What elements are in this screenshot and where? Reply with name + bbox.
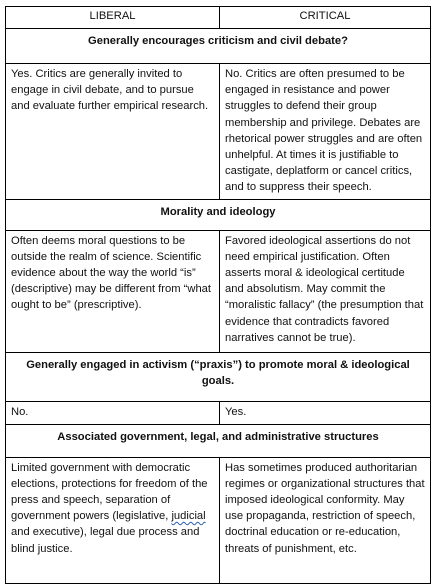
section-heading-criticism-debate: Generally encourages criticism and civil debate?: [6, 29, 431, 64]
liberal-text-before: Limited government with democratic elections, protections for freedom of the press and speech, separation of government powers (legislative,: [11, 461, 208, 523]
critical-cell-activism: Yes.: [220, 401, 431, 424]
table-row: [6, 230, 431, 352]
liberal-text-after: and executive), legal due process and blind justice.: [11, 526, 200, 555]
liberal-cell-criticism-debate: Yes. Critics are generally invited to engage in civil debate, and to pursue and evaluate further empirical research.: [6, 64, 220, 200]
section-heading-activism: Generally engaged in activism (“praxis”) to promote moral & ideological goals.: [6, 352, 431, 401]
section-heading-row: [6, 29, 431, 64]
section-heading-row: [6, 352, 431, 401]
section-heading-row: [6, 424, 431, 457]
liberal-cell-morality-ideology: Often deems moral questions to be outside the realm of science. Scientific evidence about the way the world “is” (descriptive) may be different from “what ought to be” (prescriptive).: [6, 230, 220, 352]
liberal-cell-government-structures: [6, 457, 220, 583]
liberal-cell-activism: No.: [6, 401, 220, 424]
table-row: [6, 64, 431, 200]
section-heading-government-structures: Associated government, legal, and administrative structures: [6, 424, 431, 457]
header-row: [6, 7, 431, 29]
critical-cell-morality-ideology: Favored ideological assertions do not need empirical justification. Often asserts moral & ideological certitude and absolutism. May commit the “moralistic fallacy” (the presumption that evidence that contradicts favored narratives cannot be true).: [220, 230, 431, 352]
critical-cell-criticism-debate: No. Critics are often presumed to be engaged in resistance and power struggles to defend their group membership and privilege. Debates are rhetorical power struggles and are often unhelpful. At times it is justifiable to castigate, deplatform or cancel critics, and to suppress their speech.: [220, 64, 431, 200]
spellcheck-flagged-word: judicial: [171, 510, 206, 523]
table-row: [6, 457, 431, 583]
table-row: [6, 401, 431, 424]
comparison-table: [5, 6, 431, 584]
critical-column-header: CRITICAL: [220, 7, 431, 29]
critical-cell-government-structures: Has sometimes produced authoritarian regimes or organizational structures that imposed ideological conformity. May use propaganda, restriction of speech, doctrinal education or re-education, threats of punishment, etc.: [220, 457, 431, 583]
section-heading-morality-ideology: Morality and ideology: [6, 199, 431, 230]
liberal-column-header: LIBERAL: [6, 7, 220, 29]
section-heading-row: [6, 199, 431, 230]
